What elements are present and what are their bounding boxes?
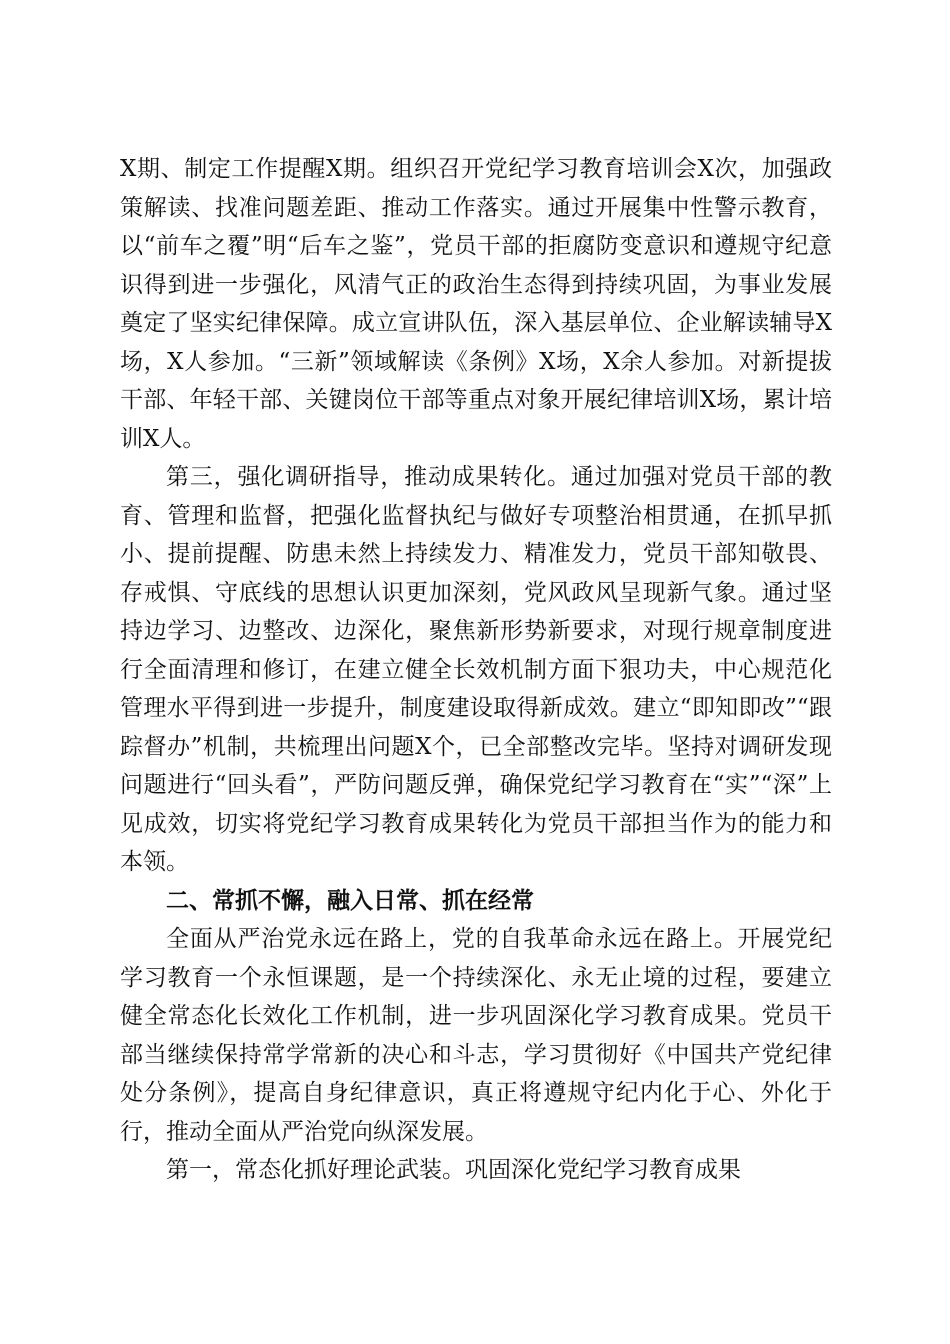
document-body [120,150,832,1190]
body-paragraph-2: 第三，强化调研指导，推动成果转化。通过加强对党员干部的教育、管理和监督，把强化监督执纪与做好专项整治相贯通，在抓早抓小、提前提醒、防患未然上持续发力、精准发力，党员干部知敬畏、存戒惧、守底线的思想认识更加深刻，党风政风呈现新气象。通过坚持边学习、边整改、边深化，聚焦新形势新要求，对现行规章制度进行全面清理和修订，在建立健全长效机制方面下狠功夫，中心规范化管理水平得到进一步提升，制度建设取得新成效。建立“即知即改”“跟踪督办”机制，共梳理出问题X个，已全部整改完毕。坚持对调研发现问题进行“回头看”，严防问题反弹，确保党纪学习教育在“实”“深”上见成效，切实将党纪学习教育成果转化为党员干部担当作为的能力和本领。 [120,464,832,875]
body-paragraph-3: 全面从严治党永远在路上，党的自我革命永远在路上。开展党纪学习教育一个永恒课题，是一个持续深化、永无止境的过程，要建立健全常态化长效化工作机制，进一步巩固深化学习教育成果。党员干部当继续保持常学常新的决心和斗志，学习贯彻好《中国共产党纪律处分条例》，提高自身纪律意识，真正将遵规守纪内化于心、外化于行，推动全面从严治党向纵深发展。 [120,926,832,1145]
body-paragraph-1: X期、制定工作提醒X期。组织召开党纪学习教育培训会X次，加强政策解读、找准问题差距、推动工作落实。通过开展集中性警示教育，以“前车之覆”明“后车之鉴”，党员干部的拒腐防变意识和遵规守纪意识得到进一步强化，风清气正的政治生态得到持续巩固，为事业发展奠定了坚实纪律保障。成立宣讲队伍，深入基层单位、企业解读辅导X场，X人参加。“三新”领域解读《条例》X场，X余人参加。对新提拔干部、年轻干部、关键岗位干部等重点对象开展纪律培训X场，累计培训X人。 [120,156,832,452]
section-heading: 二、常抓不懈，融入日常、抓在经常 [166,887,534,914]
body-paragraph-4: 第一，常态化抓好理论武装。巩固深化党纪学习教育成果 [166,1157,741,1183]
